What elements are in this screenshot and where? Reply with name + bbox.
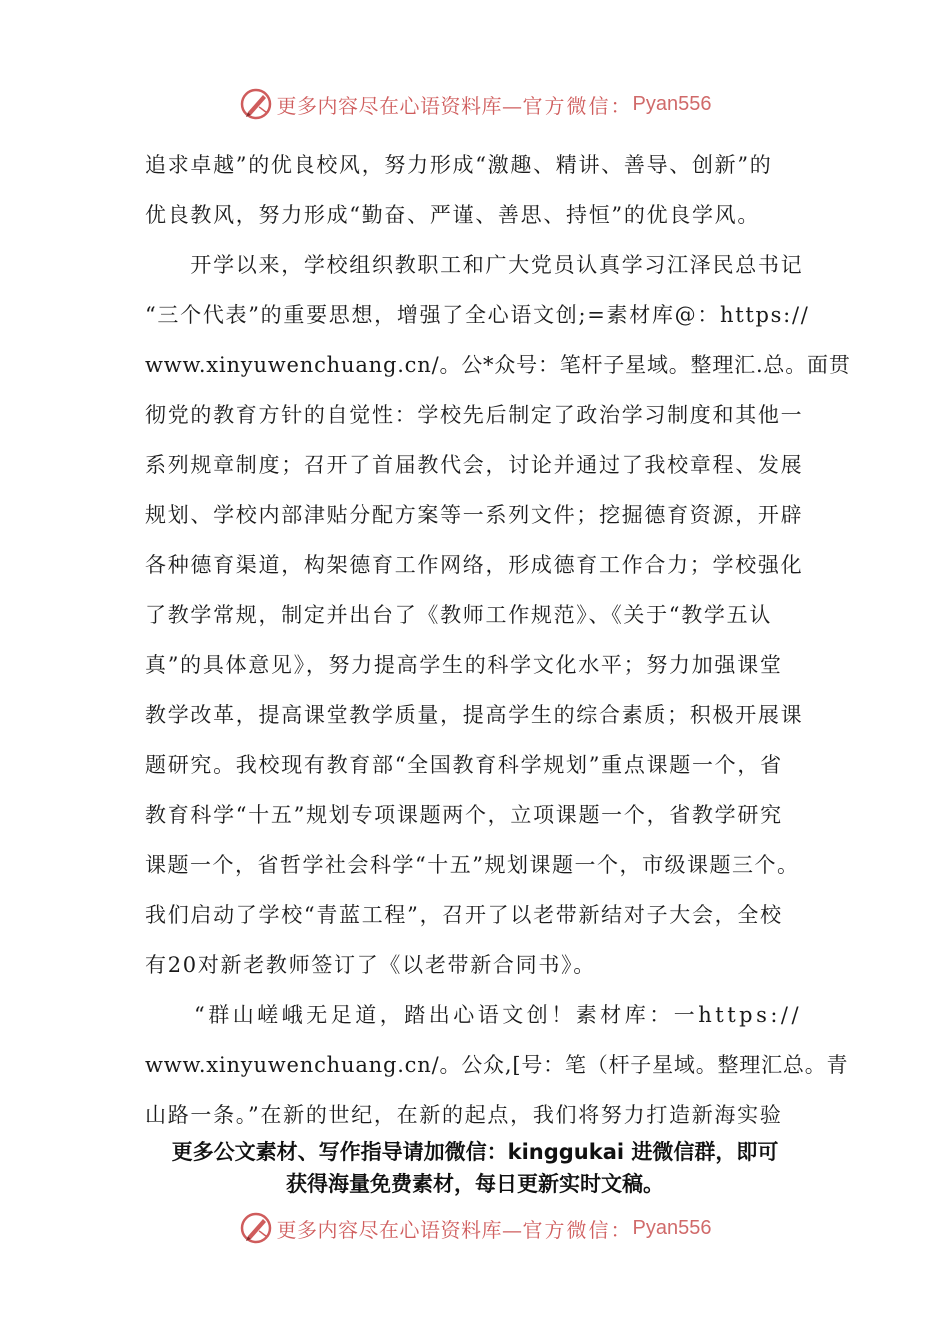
banner-text: 更多内容尽在心语资料库—	[276, 1217, 523, 1242]
pen-logo-icon	[239, 87, 273, 121]
text-line: 山路一条。”在新的世纪，在新的起点，我们将努力打造新海实验	[145, 1103, 783, 1127]
banner-wechat-label: 官方微信：	[522, 93, 633, 118]
footer-banner	[0, 1206, 950, 1250]
text-line: 规划、学校内部津贴分配方案等一系列文件；挖掘德育资源，开辟	[145, 503, 804, 527]
banner-wechat-id: Pyan556	[632, 92, 712, 115]
text-line: 真”的具体意见》，努力提高学生的科学文化水平；努力加强课堂	[145, 653, 783, 677]
banner-text: 更多内容尽在心语资料库—	[276, 93, 523, 118]
text-line: 系列规章制度；召开了首届教代会，讨论并通过了我校章程、发展	[145, 453, 804, 477]
text-line: 课题一个，省哲学社会科学“十五”规划课题一个，市级课题三个。	[145, 853, 800, 877]
promo-line-1: 更多公文素材、写作指导请加微信：kinggukai 进微信群，即可	[171, 1140, 779, 1164]
text-line: 我们启动了学校“青蓝工程”，召开了以老带新结对子大会，全校	[145, 903, 783, 927]
banner-wechat-id: Pyan556	[632, 1216, 712, 1239]
text-line: 教学改革，提高课堂教学质量，提高学生的综合素质；积极开展课	[145, 703, 804, 727]
text-line: 彻党的教育方针的自觉性：学校先后制定了政治学习制度和其他一	[145, 403, 804, 427]
document-body	[145, 140, 851, 1140]
text-line: 题研究。我校现有教育部“全国教育科学规划”重点课题一个，省	[145, 753, 783, 777]
text-line: 教育科学“十五”规划专项课题两个，立项课题一个，省教学研究	[145, 803, 783, 827]
text-line: www.xinyuwenchuang.cn/。公*众号：笔杆子星域。整理汇.总。面贯	[145, 353, 851, 377]
header-banner	[0, 82, 950, 126]
text-line: “三个代表”的重要思想，增强了全心语文创;=素材库@：https://	[145, 303, 810, 327]
promo-line-2: 获得海量免费素材，每日更新实时文稿。	[286, 1172, 664, 1196]
text-line: 开学以来，学校组织教职工和广大党员认真学习江泽民总书记	[145, 253, 804, 277]
text-line: 各种德育渠道，构架德育工作网络，形成德育工作合力；学校强化	[145, 553, 804, 577]
pen-logo-icon	[239, 1211, 273, 1245]
text-line: 优良教风，努力形成“勤奋、严谨、善思、持恒”的优良学风。	[145, 203, 761, 227]
text-line: 了教学常规，制定并出台了《教师工作规范》、《关于“教学五认	[145, 603, 773, 627]
banner-wechat-label: 官方微信：	[522, 1217, 633, 1242]
text-line: “群山嵯峨无足道，踏出心语文创！素材库：一https://	[145, 1003, 803, 1027]
text-line: 有20对新老教师签订了《以老带新合同书》。	[145, 953, 596, 977]
text-line: 追求卓越”的优良校风，努力形成“激趣、精讲、善导、创新”的	[145, 153, 773, 177]
text-line: www.xinyuwenchuang.cn/。公众,[号：笔（杆子星域。整理汇总。青	[145, 1053, 849, 1077]
